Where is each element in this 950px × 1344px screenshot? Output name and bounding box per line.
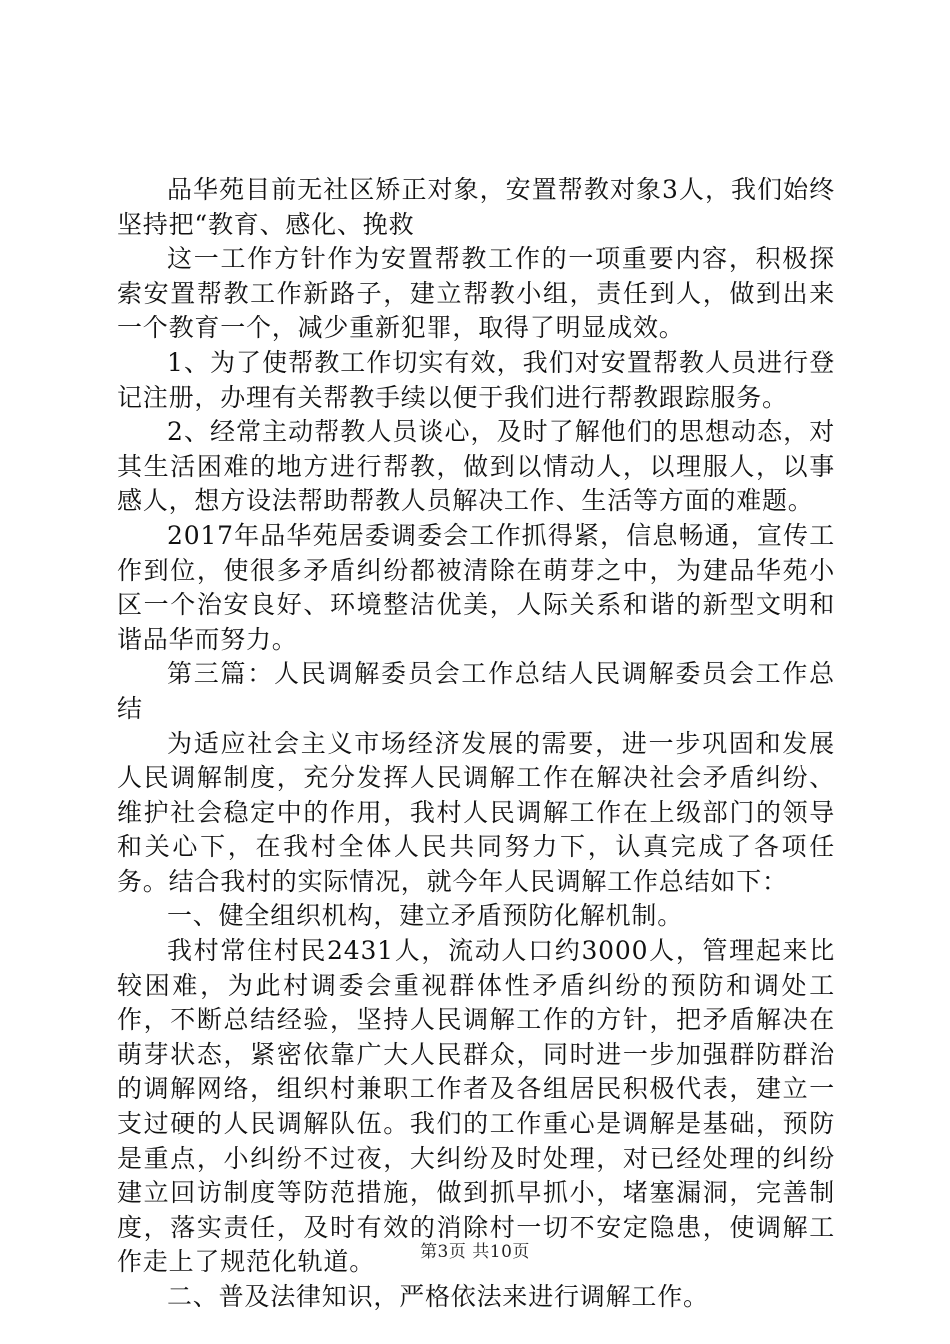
- page-number-footer: 第3页 共10页: [420, 1242, 530, 1262]
- paragraph-4: 2、经常主动帮教人员谈心，及时了解他们的思想动态，对其生活困难的地方进行帮教，做到以情动人，以理服人，以事感人，想方设法帮助帮教人员解决工作、生活等方面的难题。: [117, 417, 835, 516]
- section-heading: 第三篇：人民调解委员会工作总结人民调解委员会工作总结: [117, 659, 835, 723]
- subheading-1: 一、健全组织机构，建立矛盾预防化解机制。: [167, 901, 684, 931]
- paragraph-1: 品华苑目前无社区矫正对象，安置帮教对象3人，我们始终坚持把“教育、感化、挽救: [117, 175, 835, 239]
- paragraph-2: 这一工作方针作为安置帮教工作的一项重要内容，积极探索安置帮教工作新路子，建立帮教小组，责任到人，做到出来一个教育一个，减少重新犯罪，取得了明显成效。: [117, 244, 835, 343]
- paragraph-6: 为适应社会主义市场经济发展的需要，进一步巩固和发展人民调解制度，充分发挥人民调解工作在解决社会矛盾纠纷、维护社会稳定中的作用，我村人民调解工作在上级部门的领导和关心下，在我村全体人民共同努力下，认真完成了各项任务。结合我村的实际情况，就今年人民调解工作总结如下：: [117, 728, 835, 896]
- paragraph-5: 2017年品华苑居委调委会工作抓得紧，信息畅通，宣传工作到位，使很多矛盾纠纷都被清除在萌芽之中，为建品华苑小区一个治安良好、环境整洁优美，人际关系和谐的新型文明和谐品华而努力。: [117, 520, 835, 654]
- paragraph-7: 我村常住村民2431人，流动人口约3000人，管理起来比较困难，为此村调委会重视群体性矛盾纠纷的预防和调处工作，不断总结经验，坚持人民调解工作的方针，把矛盾解决在萌芽状态，紧密依靠广大人民群众，同时进一步加强群防群治的调解网络，组织村兼职工作者及各组居民积极代表，建立一支过硬的人民调解队伍。我们的工作重心是调解是基础，预防是重点，小纠纷不过夜，大纠纷及时处理，对已经处理的纠纷建立回访制度等防范措施，做到抓早抓小，堵塞漏洞，完善制度，落实责任，及时有效的消除村一切不安定隐患，使调解工作走上了规范化轨道。: [117, 936, 835, 1277]
- paragraph-3: 1、为了使帮教工作切实有效，我们对安置帮教人员进行登记注册，办理有关帮教手续以便于我们进行帮教跟踪服务。: [117, 347, 835, 412]
- document-body: [117, 173, 835, 1315]
- subheading-2: 二、普及法律知识，严格依法来进行调解工作。: [167, 1282, 709, 1311]
